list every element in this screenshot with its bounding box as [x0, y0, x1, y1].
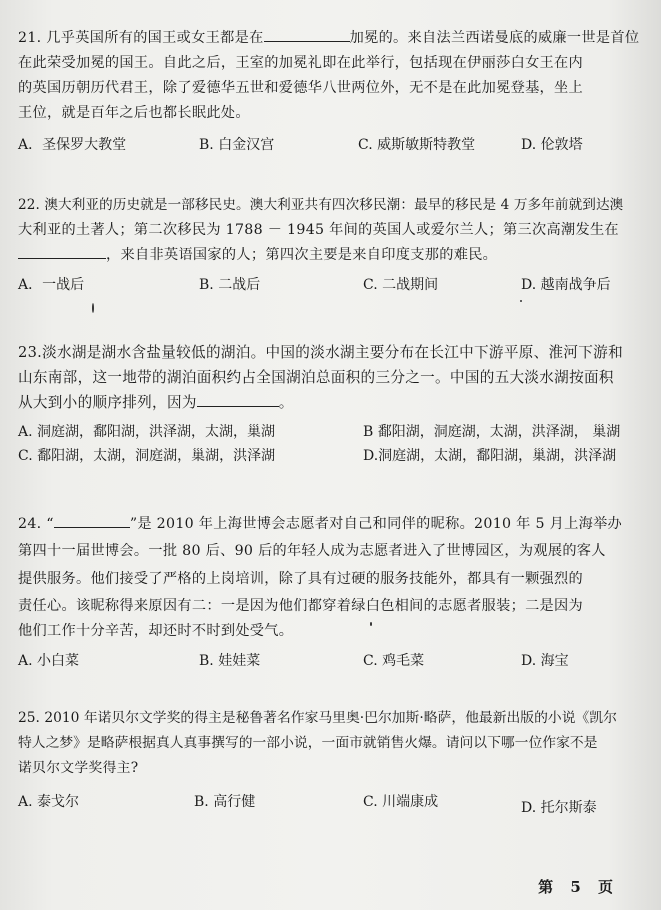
q25-line-2: 特人之梦》是略萨根据真人真事撰写的一部小说，一面市就销售火爆。请问以下哪一位作家不是: [18, 735, 598, 751]
answer-blank: [18, 243, 106, 259]
scan-speck: [370, 622, 372, 626]
question-23: [18, 340, 643, 469]
q25-options: [18, 791, 643, 815]
q23-options-row-1: [18, 421, 643, 445]
answer-blank: [54, 512, 130, 528]
q24-line-1: [18, 512, 643, 537]
q21-text: 21. 几乎英国所有的国王或女王都是在: [18, 30, 264, 46]
q23-line-3: [18, 390, 643, 415]
q24-text: ”是 2010 年上海世博会志愿者对自己和同伴的昵称。2010 年 5 月上海举办: [129, 516, 623, 532]
q22-option-c[interactable]: C. 二战期间: [363, 277, 439, 293]
q25-option-d[interactable]: D. 托尔斯泰: [521, 800, 597, 816]
q23-line-2: 山东南部，这一地带的湖泊面积约占全国湖泊总面积的三分之一。中国的五大淡水湖按面积: [18, 369, 614, 386]
q23-option-d[interactable]: D.洞庭湖，太湖，鄱阳湖，巢湖，洪泽湖: [363, 448, 617, 464]
q25-option-b[interactable]: B. 高行健: [194, 794, 256, 810]
q22-line-1: 22. 澳大利亚的历史就是一部移民史。澳大利亚共有四次移民潮：最早的移民是 4 万多年前就到达澳: [18, 197, 624, 213]
q21-option-d[interactable]: D. 伦敦塔: [521, 137, 583, 153]
q21-option-b[interactable]: B. 白金汉宫: [199, 137, 275, 153]
q21-line-2: 在此荣受加冕的国王。自此之后，王室的加冕礼即在此举行，包括现在伊丽莎白女王在内: [18, 55, 584, 71]
question-25: [18, 706, 643, 815]
q24-text: 24. “: [18, 516, 54, 532]
q22-options: [18, 274, 643, 298]
question-22: [18, 193, 643, 298]
q23-option-b[interactable]: B 鄱阳湖，洞庭湖，太湖，洪泽湖， 巢湖: [363, 424, 621, 440]
page-number: 第 5 页: [538, 878, 619, 896]
q21-option-c[interactable]: C. 威斯敏斯特教堂: [358, 137, 476, 153]
q22-text: ，来自非英语国家的人；第四次主要是来自印度支那的难民。: [106, 247, 498, 263]
q21-text: 加冕的。来自法兰西诺曼底的威廉一世是首位: [349, 30, 640, 46]
q24-line-5: 他们工作十分辛苦，却还时不时到处受气。: [18, 623, 294, 639]
q22-line-2: 大利亚的土著人；第二次移民为 1788 － 1945 年间的英国人或爱尔兰人；第三次高潮发生在: [18, 222, 619, 238]
q23-line-1: 23.淡水湖是湖水含盐量较低的湖泊。中国的淡水湖主要分布在长江中下游平原、淮河下游和: [18, 344, 623, 361]
q24-line-2: 第四十一届世博会。一批 80 后、90 后的年轻人成为志愿者进入了世博园区，为观展的客人: [18, 543, 606, 559]
q24-option-a[interactable]: A. 小白菜: [18, 653, 80, 669]
question-21: [18, 26, 643, 158]
q21-line-4: 王位，就是百年之后也都长眠此处。: [18, 105, 250, 121]
q22-option-a[interactable]: A．一战后: [18, 277, 85, 293]
q22-option-d[interactable]: D. 越南战争后: [521, 277, 611, 293]
q21-line-3: 的英国历朝历代君王，除了爱德华五世和爱德华八世两位外，无不是在此加冕登基，坐上: [18, 80, 584, 96]
q24-option-b[interactable]: B. 娃娃菜: [199, 653, 261, 669]
scan-speck: [92, 303, 94, 313]
scan-speck: [520, 300, 522, 302]
answer-blank: [264, 26, 350, 42]
q24-line-3: 提供服务。他们接受了严格的上岗培训，除了具有过硬的服务技能外，都具有一颗强烈的: [18, 571, 584, 587]
q22-option-b[interactable]: B. 二战后: [199, 277, 261, 293]
q25-line-3: 诺贝尔文学奖得主?: [18, 760, 139, 776]
q23-text: 从大到小的顺序排列，因为: [18, 394, 197, 411]
answer-blank: [197, 391, 279, 407]
q21-option-a[interactable]: A．圣保罗大教堂: [18, 137, 127, 153]
q21-line-1: [18, 26, 643, 51]
q24-options: [18, 650, 643, 674]
q24-option-c[interactable]: C. 鸡毛菜: [363, 653, 425, 669]
q25-option-c[interactable]: C. 川端康成: [363, 794, 439, 810]
q23-option-a[interactable]: A. 洞庭湖，鄱阳湖，洪泽湖，太湖，巢湖: [18, 424, 276, 440]
q25-option-a[interactable]: A. 泰戈尔: [18, 794, 80, 810]
question-24: [18, 512, 643, 674]
q23-option-c[interactable]: C. 鄱阳湖，太湖，洞庭湖，巢湖，洪泽湖: [18, 448, 276, 464]
q24-option-d[interactable]: D. 海宝: [521, 653, 569, 669]
q24-line-4: 责任心。该昵称得来原因有二：一是因为他们都穿着绿白色相间的志愿者服装；二是因为: [18, 598, 584, 614]
q25-line-1: 25. 2010 年诺贝尔文学奖的得主是秘鲁著名作家马里奥·巴尔加斯·略萨，他最新出版的小说《凯尔: [18, 710, 617, 726]
q23-text: 。: [278, 394, 294, 411]
q22-line-3: [18, 243, 643, 268]
q23-options-row-2: [18, 445, 643, 469]
q21-options: [18, 134, 643, 158]
